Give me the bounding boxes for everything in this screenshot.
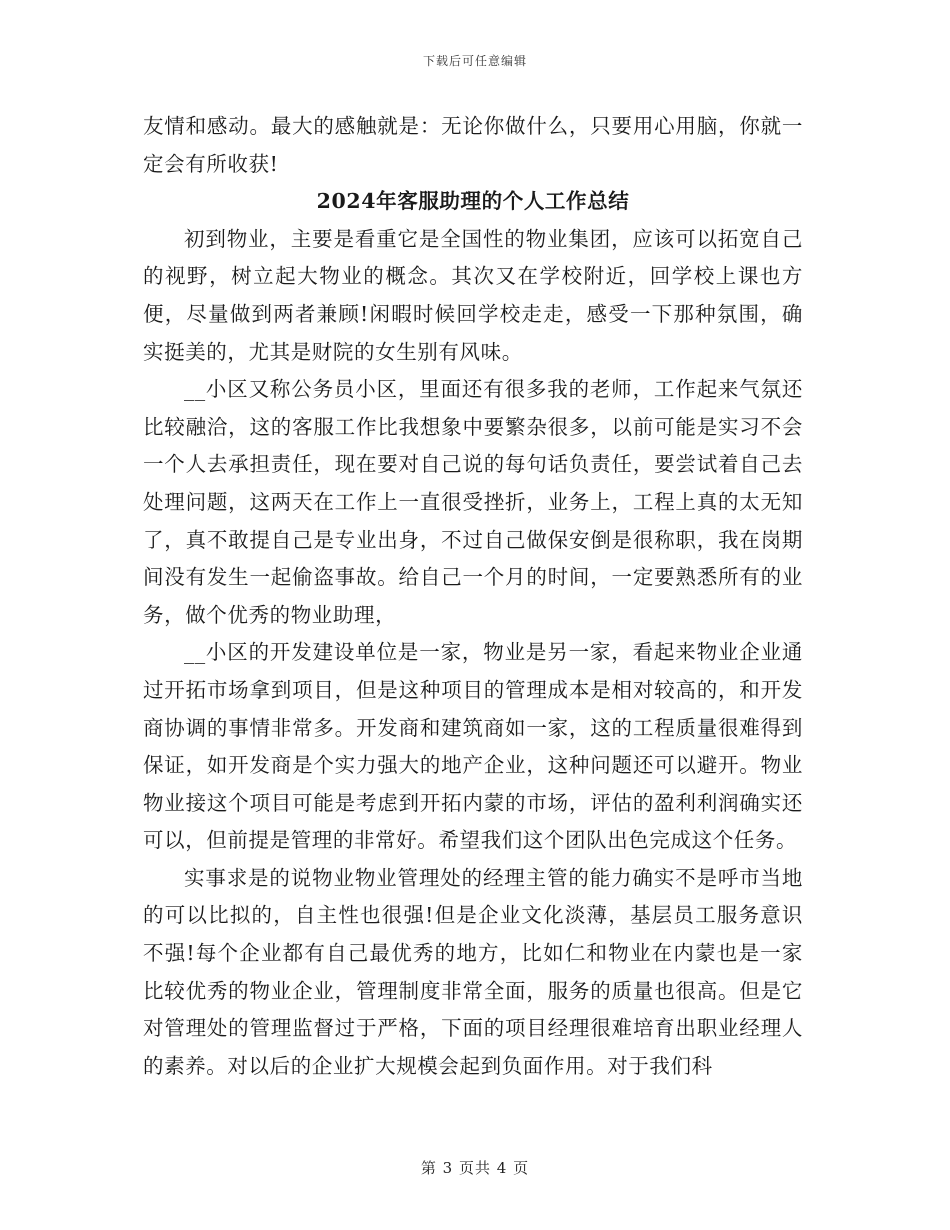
continuation-paragraph: 友情和感动。最大的感触就是：无论你做什么，只要用心用脑，你就一定会有所收获!: [143, 114, 803, 176]
document-body: [143, 108, 803, 1085]
section-title: 2024年客服助理的个人工作总结: [316, 189, 630, 214]
header-note: 下载后可任意编辑: [422, 54, 527, 68]
body-paragraph: 实事求是的说物业物业管理处的经理主管的能力确实不是呼市当地的可以比拟的，自主性也很强!但是企业文化淡薄，基层员工服务意识不强!每个企业都有自己最优秀的地方，比如仁和物业在内蒙也是一家比较优秀的物业企业，管理制度非常全面，服务的质量也很高。但是它对管理处的管理监督过于严格，下面的项目经理很难培育出职业经理人的素养。对以后的企业扩大规模会起到负面作用。对于我们科: [143, 865, 803, 1078]
page-number: 第 3 页共 4 页: [420, 1159, 530, 1177]
body-paragraph: __小区又称公务员小区，里面还有很多我的老师，工作起来气氛还比较融洽，这的客服工作比我想象中要繁杂很多，以前可能是实习不会一个人去承担责任，现在要对自己说的每句话负责任，要尝试着自己去处理问题，这两天在工作上一直很受挫折，业务上，工程上真的太无知了，真不敢提自己是专业出身，不过自己做保安倒是很称职，我在岗期间没有发生一起偷盗事故。给自己一个月的时间，一定要熟悉所有的业务，做个优秀的物业助理，: [143, 377, 803, 627]
body-paragraph: __小区的开发建设单位是一家，物业是另一家，看起来物业企业通过开拓市场拿到项目，但是这种项目的管理成本是相对较高的，和开发商协调的事情非常多。开发商和建筑商如一家，这的工程质量很难得到保证，如开发商是个实力强大的地产企业，这种问题还可以避开。物业物业接这个项目可能是考虑到开拓内蒙的市场，评估的盈利利润确实还可以，但前提是管理的非常好。希望我们这个团队出色完成这个任务。: [143, 640, 803, 853]
body-paragraph: 初到物业，主要是看重它是全国性的物业集团，应该可以拓宽自己的视野，树立起大物业的概念。其次又在学校附近，回学校上课也方便，尽量做到两者兼顾!闲暇时候回学校走走，感受一下那种氛围，确实挺美的，尤其是财院的女生别有风味。: [143, 226, 803, 364]
